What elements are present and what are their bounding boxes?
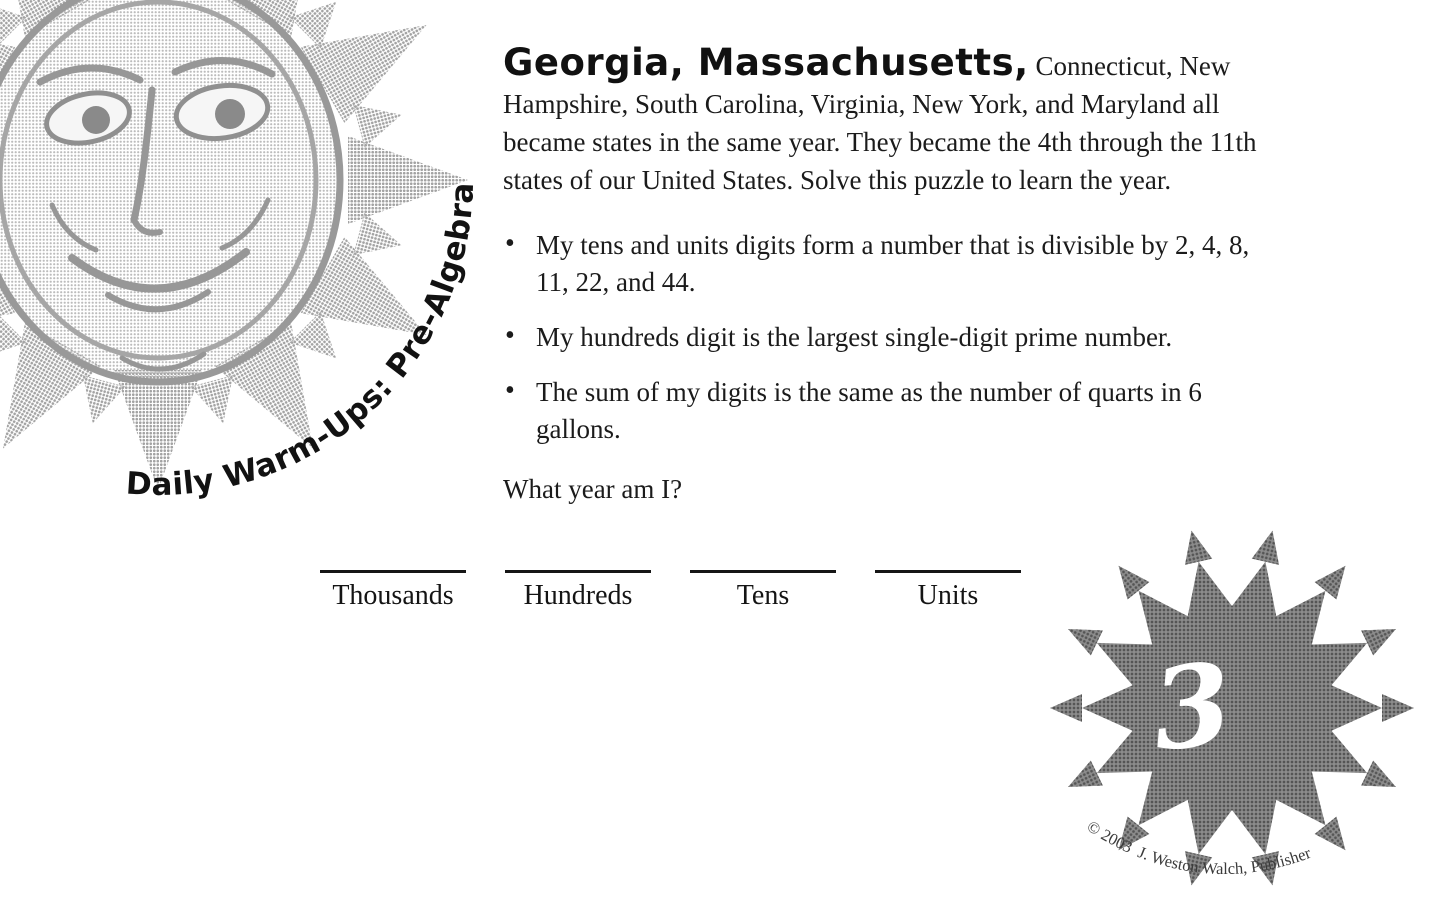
sun-illustration: [0, 0, 490, 512]
blank-label: Hundreds: [523, 580, 633, 611]
bullet-icon: •: [505, 320, 515, 351]
clue-list: [503, 227, 1268, 448]
blank-field-tens: [690, 570, 836, 612]
clue-text: My tens and units digits form a number that is divisible by 2, 4, 8, 11, 22, and 44.: [536, 230, 1250, 297]
answer-blanks: [320, 570, 1021, 612]
blank-field-units: [875, 570, 1021, 612]
blank-label: Tens: [736, 580, 790, 611]
blank-line: [875, 570, 1021, 573]
clue-text: My hundreds digit is the largest single-digit prime number.: [536, 322, 1173, 352]
blank-line: [505, 570, 651, 573]
blank-label: Thousands: [332, 580, 454, 611]
bullet-icon: •: [505, 228, 515, 259]
question-text: What year am I?: [503, 474, 683, 504]
clue-item: [503, 227, 1268, 301]
clue-item: [503, 374, 1268, 448]
blank-field-hundreds: [505, 570, 651, 612]
intro-paragraph: [503, 41, 1268, 199]
starburst-icon: [1082, 562, 1382, 855]
page-number-text: 3: [1146, 638, 1238, 777]
blank-line: [320, 570, 466, 573]
clue-text: The sum of my digits is the same as the number of quarts in 6 gallons.: [536, 377, 1202, 444]
series-title-text: Daily Warm-Ups: Pre-Algebra: [124, 181, 482, 504]
blank-label: Units: [917, 580, 979, 611]
puzzle-title: Georgia, Massachusetts,: [503, 41, 1029, 84]
sun-face: [0, 0, 340, 382]
copyright-textpath: © 2003 J. Weston Walch, Publisher: [1083, 816, 1314, 879]
page-number-badge: [1042, 508, 1422, 916]
main-content: [503, 41, 1268, 505]
blank-line: [690, 570, 836, 573]
blank-field-thousands: [320, 570, 466, 612]
bullet-icon: •: [505, 375, 515, 406]
intro-text: Connecticut, New Hampshire, South Carolina, Virginia, New York, and Maryland all became states in the same year. They became the 4th through the 11th states of our United States. Solve this puzzle to learn the year.: [503, 51, 1257, 195]
clue-item: [503, 319, 1268, 356]
